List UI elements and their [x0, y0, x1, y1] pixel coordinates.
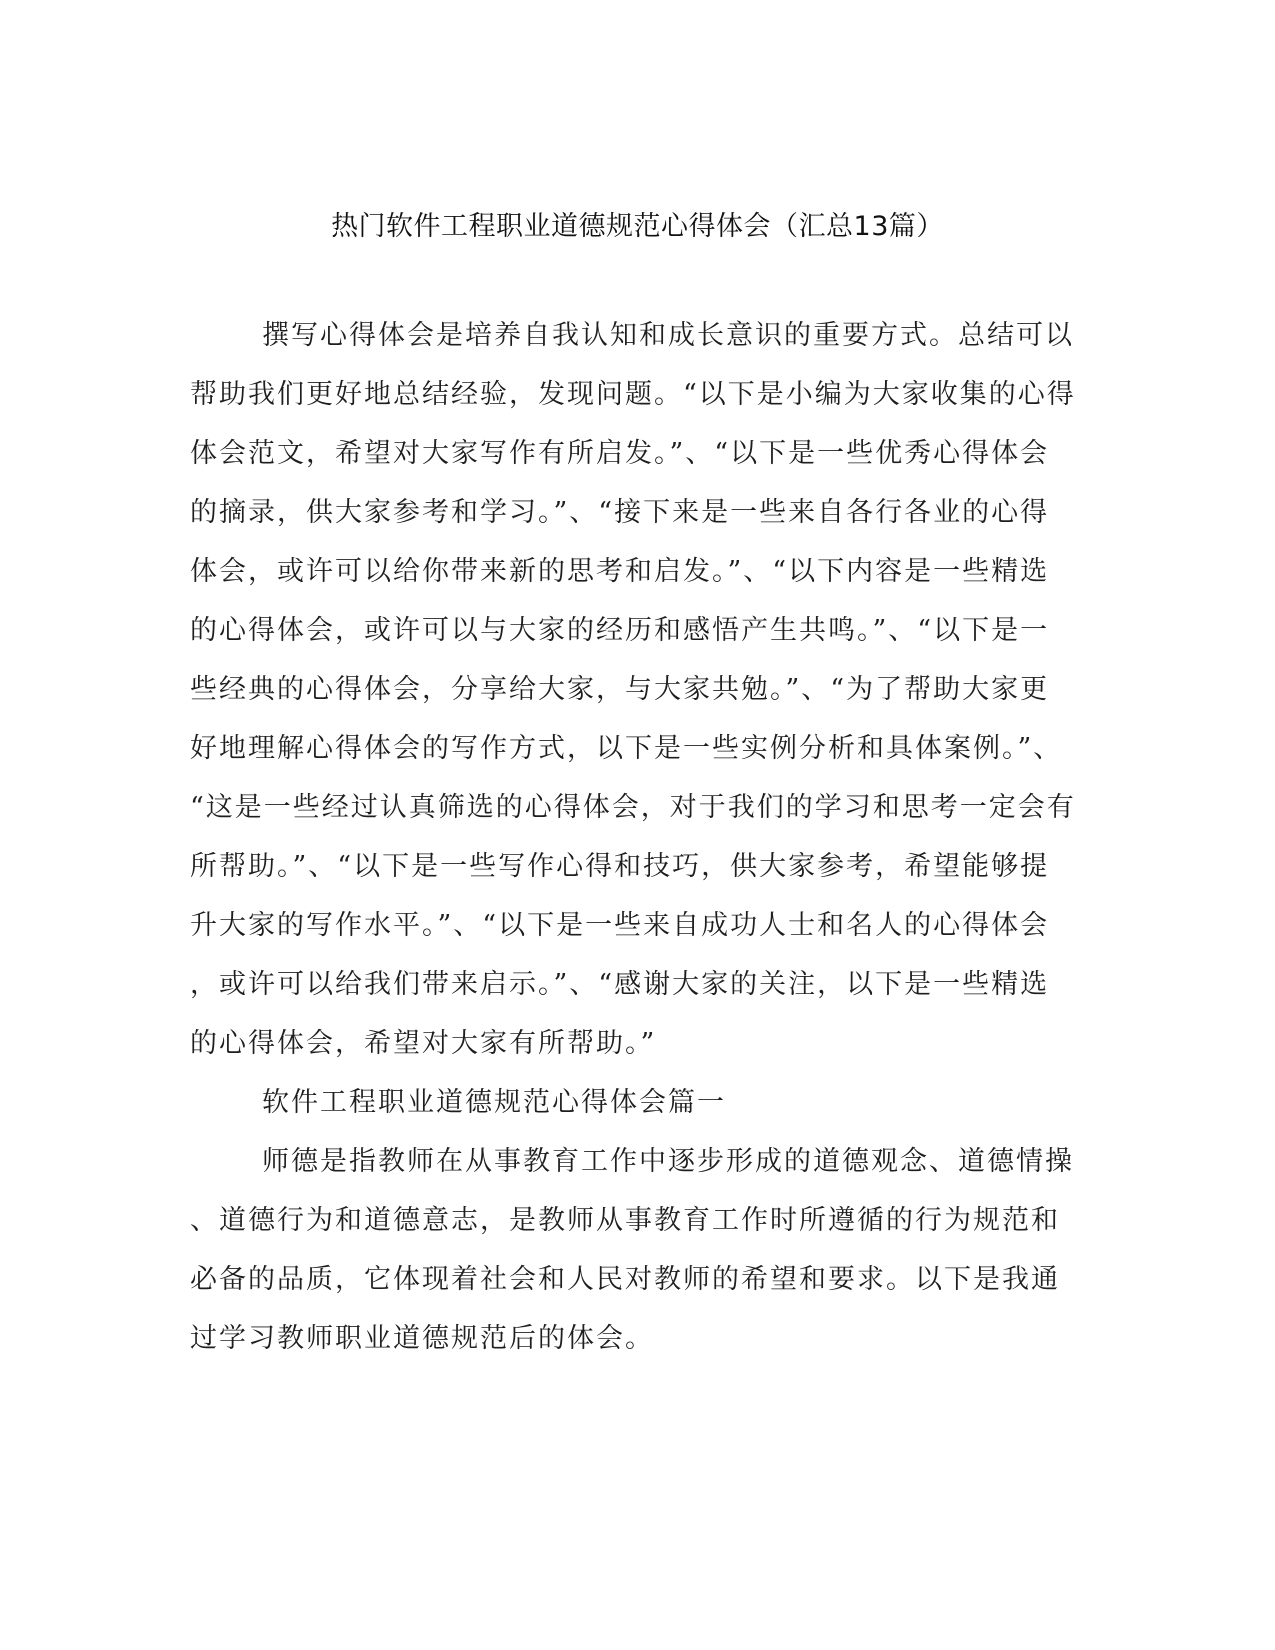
section-line: 、道德行为和道德意志，是教师从事教育工作时所遵循的行为规范和 — [190, 1205, 1060, 1236]
intro-line: 些经典的心得体会，分享给大家，与大家共勉。”、“为了帮助大家更 — [190, 674, 1050, 705]
document-title: 热门软件工程职业道德规范心得体会（汇总13篇） — [331, 211, 944, 242]
intro-line: 体会，或许可以给你带来新的思考和启发。”、“以下内容是一些精选 — [190, 556, 1050, 587]
intro-line: 所帮助。”、“以下是一些写作心得和技巧，供大家参考，希望能够提 — [190, 851, 1050, 882]
intro-line: 体会范文，希望对大家写作有所启发。”、“以下是一些优秀心得体会 — [190, 438, 1050, 469]
intro-line: ，或许可以给我们带来启示。”、“感谢大家的关注，以下是一些精选 — [190, 969, 1050, 1000]
intro-line: 好地理解心得体会的写作方式，以下是一些实例分析和具体案例。”、 — [190, 733, 1063, 764]
intro-line: 的心得体会，希望对大家有所帮助。” — [190, 1028, 657, 1059]
section-line: 师德是指教师在从事教育工作中逐步形成的道德观念、道德情操 — [262, 1146, 1074, 1177]
section-line: 过学习教师职业道德规范后的体会。 — [190, 1323, 654, 1354]
intro-line: 的摘录，供大家参考和学习。”、“接下来是一些来自各行各业的心得 — [190, 497, 1050, 528]
intro-line: 撰写心得体会是培养自我认知和成长意识的重要方式。总结可以 — [262, 320, 1074, 351]
intro-line: “这是一些经过认真筛选的心得体会，对于我们的学习和思考一定会有 — [190, 792, 1076, 823]
intro-line: 升大家的写作水平。”、“以下是一些来自成功人士和名人的心得体会 — [190, 910, 1050, 941]
intro-line: 的心得体会，或许可以与大家的经历和感悟产生共鸣。”、“以下是一 — [190, 615, 1050, 646]
section-heading: 软件工程职业道德规范心得体会篇一 — [262, 1087, 726, 1118]
intro-line: 帮助我们更好地总结经验，发现问题。“以下是小编为大家收集的心得 — [190, 379, 1076, 410]
section-line: 必备的品质，它体现着社会和人民对教师的希望和要求。以下是我通 — [190, 1264, 1060, 1295]
